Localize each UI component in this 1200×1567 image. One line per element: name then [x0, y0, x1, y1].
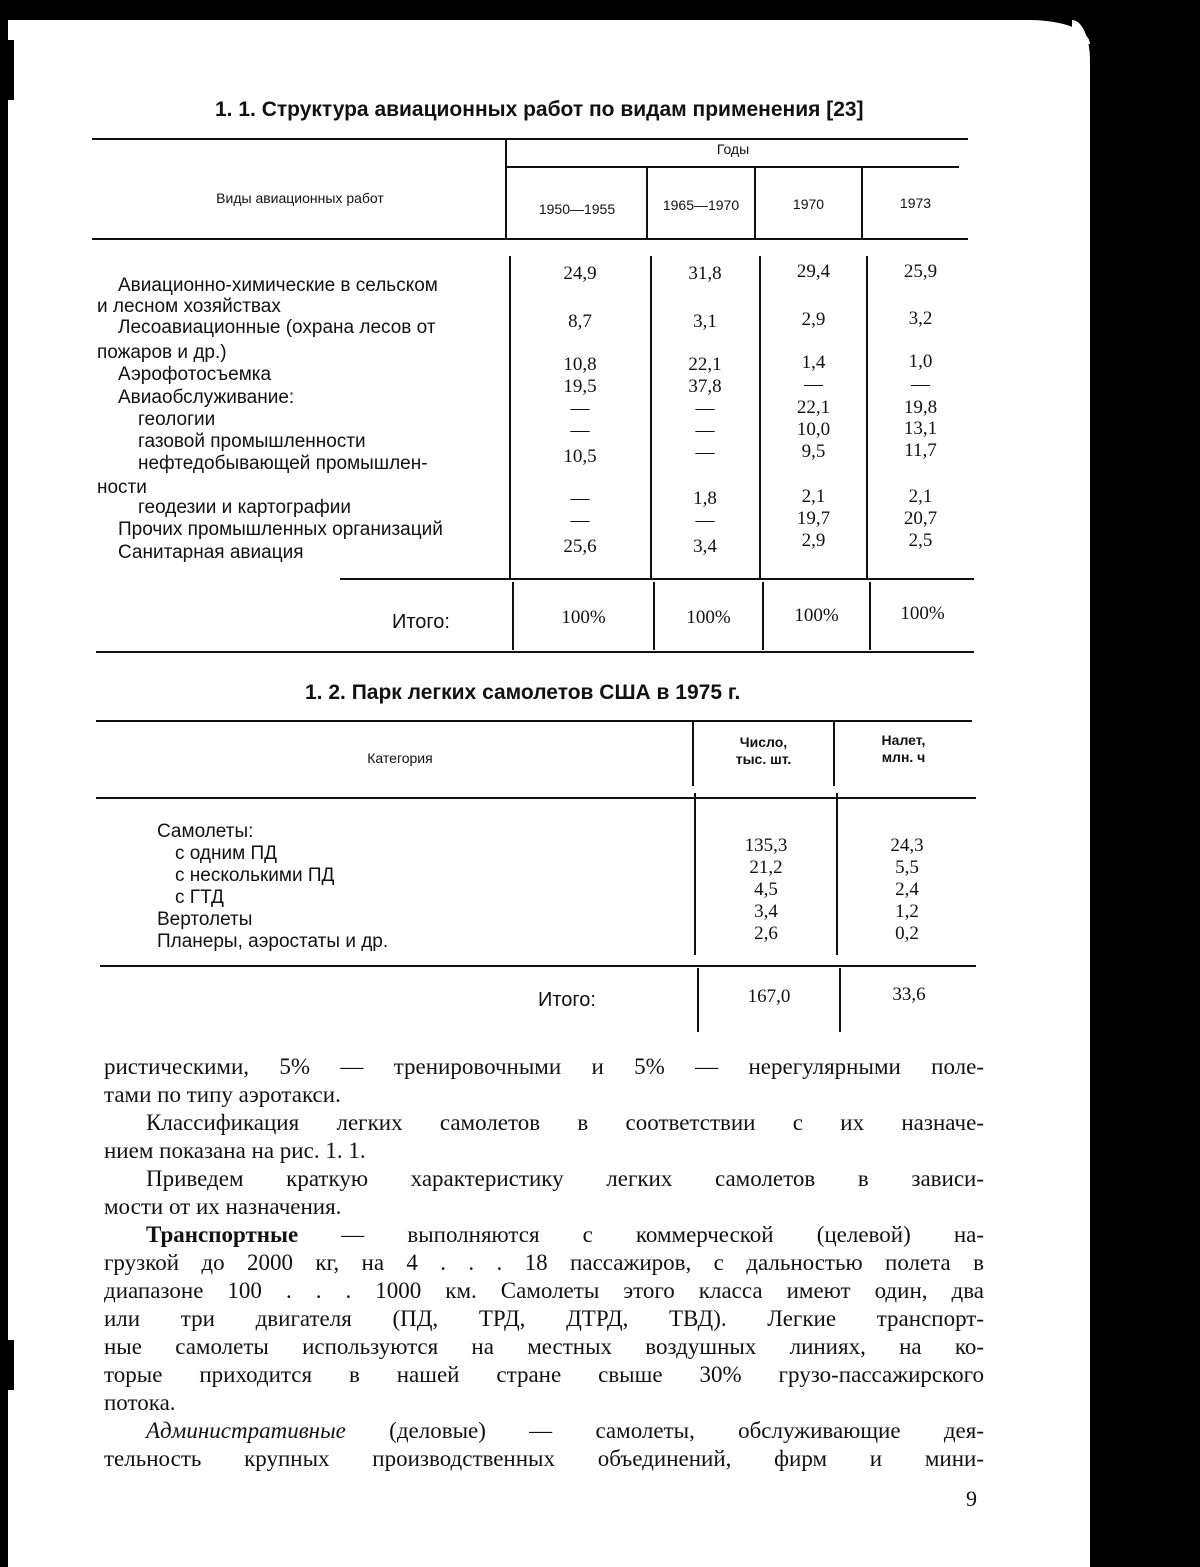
table2-header-count-line: тыс. шт.	[735, 751, 792, 767]
table2-count-cell: 21,2	[749, 857, 783, 878]
table1-title: 1. 1. Структура авиационных работ по видам применения [23]	[215, 98, 864, 121]
table2-row-label: с одним ПД	[175, 843, 277, 864]
table1-years-rule	[507, 166, 959, 168]
text-line: Приведем краткую характеристику легких самолетов в зависи-	[146, 1166, 984, 1191]
text-line: тельность крупных производственных объединений, фирм и мини-	[104, 1446, 984, 1471]
table1-col-divider	[509, 256, 511, 578]
table1-cell: 1,4	[801, 352, 826, 373]
table1-year-col: 1970	[792, 196, 825, 212]
table1-row-label: Авиаобслуживание:	[118, 387, 295, 408]
table1-row-label: Лесоавиационные (охрана лесов от	[118, 317, 436, 338]
table1-cell: 1,0	[908, 351, 933, 372]
table1-row-label: Прочих промышленных организаций	[118, 519, 443, 540]
text-line: торые приходится в нашей стране свыше 30% грузо-пассажирского	[104, 1362, 984, 1387]
table1-cell: 8,7	[568, 311, 592, 332]
table1-cell: —	[804, 374, 823, 395]
table2-top-rule	[96, 720, 972, 722]
table1-cell: 2,9	[801, 309, 826, 330]
table1-col-divider	[759, 256, 761, 578]
table1-cell: 11,7	[904, 440, 937, 461]
text-line: Классификация легких самолетов в соответствии с их назначе-	[146, 1110, 984, 1135]
text-line: ные самолеты используются на местных воздушных линиях, на ко-	[104, 1334, 984, 1359]
text-run: — выполняются с коммерческой (целевой) на-	[298, 1222, 984, 1247]
text-run: (деловые) — самолеты, обслуживающие дея-	[345, 1418, 984, 1443]
table2-total-hours: 33,6	[892, 984, 926, 1005]
table2-header-count	[694, 734, 833, 768]
table1-cell: 10,0	[796, 419, 831, 440]
table1-col-divider	[650, 256, 652, 578]
table1-cell: 31,8	[688, 263, 722, 284]
table1-cell: 19,7	[796, 508, 831, 529]
table1-cell: —	[911, 374, 930, 395]
italic-term: Административные	[146, 1418, 346, 1443]
table1-cell: 25,9	[903, 261, 938, 282]
table2-row-label: с несколькими ПД	[175, 865, 335, 886]
table1-total-cell: 100%	[794, 605, 839, 626]
table1-col-divider	[866, 256, 868, 578]
paragraph	[104, 1417, 984, 1473]
text-line: диапазоне 100 . . . 1000 км. Самолеты этого класса имеют один, два	[104, 1278, 984, 1303]
table2-header-rule	[96, 797, 976, 799]
table1-cell: 10,8	[563, 354, 597, 375]
table1-cell: 9,5	[801, 441, 826, 462]
table2-hours-cell: 24,3	[890, 835, 924, 856]
table1-cell: 3,2	[908, 308, 933, 329]
table1-cell: —	[570, 420, 590, 441]
table2-title: 1. 2. Парк легких самолетов США в 1975 г.	[305, 681, 741, 704]
table1-cell: 2,1	[908, 486, 933, 507]
table1-row-label: геологии	[138, 409, 216, 430]
table2-hours-cell: 2,4	[895, 879, 919, 900]
table1-row-label: Авиационно-химические в сельском	[118, 275, 438, 296]
table1-row-label: газовой промышленности	[138, 431, 366, 452]
table1-cell: 10,5	[563, 446, 597, 467]
table2-total-rule	[100, 965, 976, 967]
table1-row-label: Аэрофотосъемка	[118, 364, 272, 385]
table1-cell: 24,9	[563, 263, 597, 284]
table1-row-label: геодезии и картографии	[138, 497, 351, 518]
table1-cell: 37,8	[688, 376, 722, 397]
table1-total-cell: 100%	[561, 607, 606, 628]
table1-year-col: 1965—1970	[662, 197, 740, 213]
table2-header-count-line: Число,	[739, 734, 788, 750]
table2-header-category: Категория	[367, 750, 433, 766]
table1-total-rule	[340, 578, 974, 580]
table1-year-col: 1973	[899, 195, 932, 211]
table2-hours-cell: 5,5	[895, 857, 919, 878]
table1-row-label: пожаров и др.)	[97, 342, 227, 363]
table1-total-label: Итого:	[392, 611, 450, 633]
table1-header-rule	[92, 238, 968, 240]
table2-hours-cell: 1,2	[895, 901, 919, 922]
table2-row-label: Планеры, аэростаты и др.	[157, 931, 389, 952]
table1-cell: 3,4	[693, 536, 717, 557]
table1-cell: 20,7	[903, 508, 938, 529]
table1-total-cell: 100%	[900, 603, 945, 624]
table2-count-cell: 2,6	[754, 923, 778, 944]
table2-count-cell: 3,4	[754, 901, 778, 922]
table1-header-years: Годы	[716, 141, 750, 157]
text-line: потока.	[104, 1390, 176, 1415]
table1-cell: 29,4	[796, 261, 831, 282]
paragraph	[104, 1165, 984, 1221]
table1-cell: 22,1	[688, 354, 722, 375]
table1-cell: —	[570, 488, 590, 509]
table1-cell: 13,1	[903, 418, 938, 439]
table1-row-label: Санитарная авиация	[118, 542, 304, 563]
table2-header-hours-line: Налет,	[881, 732, 926, 748]
page-number: 9	[966, 1486, 977, 1511]
table1-cell: 22,1	[796, 397, 831, 418]
table1-header-types: Виды авиационных работ	[216, 190, 384, 206]
paragraph	[104, 1053, 984, 1109]
body-text	[104, 1053, 984, 1473]
text-line: мости от их назначения.	[104, 1194, 342, 1219]
table1-cell: 25,6	[563, 536, 597, 557]
table2-row-label: Вертолеты	[157, 909, 253, 930]
table1-row-label: и лесном хозяйствах	[97, 296, 281, 317]
text-line: или три двигателя (ПД, ТРД, ДТРД, ТВД). Легкие транспорт-	[104, 1306, 984, 1331]
table1-bottom-rule	[96, 651, 974, 653]
text-line	[104, 1417, 984, 1445]
table1-cell: —	[695, 398, 715, 419]
table2-header-hours	[835, 732, 972, 766]
text-line: ристическими, 5% — тренировочными и 5% — нерегулярными поле-	[104, 1054, 984, 1079]
table2-total-count: 167,0	[747, 986, 791, 1007]
table1-cell: 2,9	[801, 530, 826, 551]
paragraph	[104, 1221, 984, 1417]
bold-term: Транспортные	[146, 1222, 299, 1247]
table1-cell: 1,8	[693, 488, 717, 509]
table1-top-rule	[92, 138, 968, 140]
table1-cell: 19,8	[903, 397, 938, 418]
table1-cell: 3,1	[693, 311, 717, 332]
table2-total-label: Итого:	[538, 989, 596, 1011]
table1-total-cell: 100%	[686, 607, 731, 628]
text-line: грузкой до 2000 кг, на 4 . . . 18 пассажиров, с дальностью полета в	[104, 1250, 984, 1275]
table1-cell: —	[570, 398, 590, 419]
table1-cell: 2,1	[801, 486, 826, 507]
table2-count-cell: 135,3	[744, 835, 788, 856]
table2-row-label: Самолеты:	[157, 821, 254, 842]
paragraph	[104, 1109, 984, 1165]
table1-cell: —	[570, 510, 590, 531]
table1-cell: —	[695, 510, 715, 531]
table1-row-label: ности	[97, 477, 147, 498]
table1-row-label: нефтедобывающей промышлен-	[138, 453, 428, 474]
table1-cell: 19,5	[563, 376, 597, 397]
table1-cell: 2,5	[908, 530, 933, 551]
text-line: тами по типу аэротакси.	[104, 1082, 341, 1107]
table1-cell: —	[695, 442, 715, 463]
table2-count-cell: 4,5	[754, 879, 778, 900]
text-line	[104, 1221, 984, 1249]
table2-hours-cell: 0,2	[895, 923, 919, 944]
table2-header-hours-line: млн. ч	[881, 749, 926, 765]
table2-row-label: с ГТД	[175, 887, 224, 908]
text-line: нием показана на рис. 1. 1.	[104, 1138, 366, 1163]
table1-cell: —	[695, 420, 715, 441]
table1-year-col: 1950—1955	[538, 201, 616, 217]
